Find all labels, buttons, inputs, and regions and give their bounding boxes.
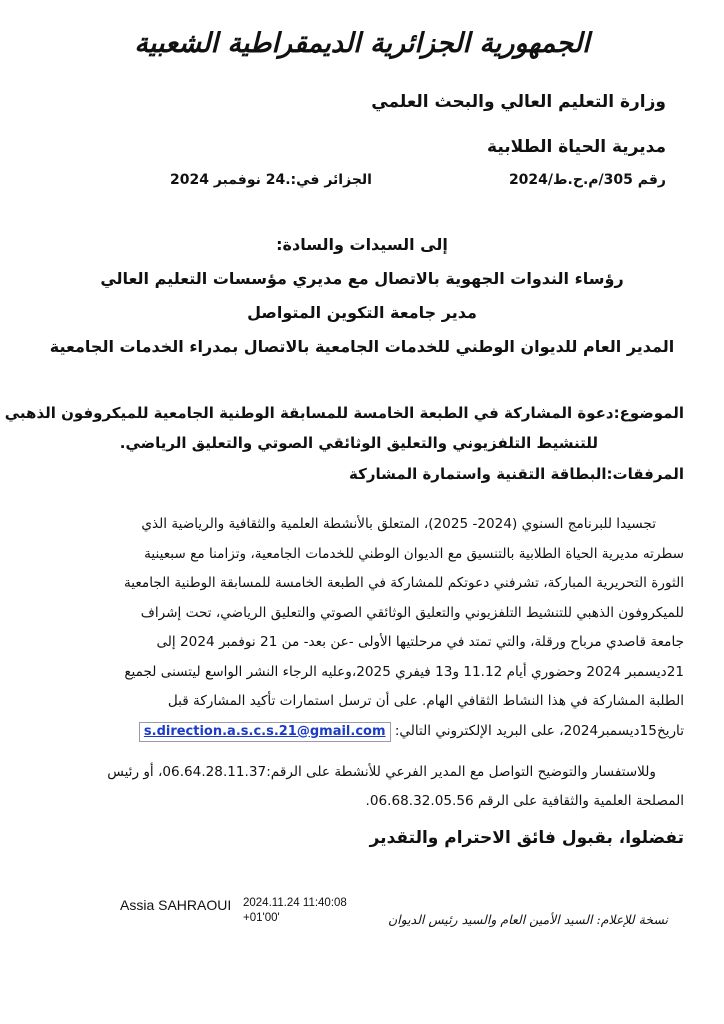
cc-line: نسخة للإعلام: السيد الأمين العام والسيد رئيس الديوان: [387, 912, 668, 927]
body-paragraph: [56, 510, 684, 746]
ministry-name: وزارة التعليم العالي والبحث العلمي: [371, 92, 666, 112]
contact-line: وللاستفسار والتوضيح التواصل مع المدير الفرعي للأنشطة على الرقم:06.64.28.11.37، أو رئيس: [107, 764, 656, 780]
closing-salutation: تفضلوا، بقبول فائق الاحترام والتقدير: [369, 828, 684, 848]
subject-line: للتنشيط التلفزيوني والتعليق الوثائقي الصوتي والتعليق الرياضي.: [119, 434, 598, 452]
addressee-line: المدير العام للديوان الوطني للخدمات الجامعية بالاتصال بمدراء الخدمات الجامعية: [49, 337, 675, 356]
place-date: الجزائر في:.24 نوفمبر 2024: [170, 172, 372, 188]
addressee-line: مدير جامعة التكوين المتواصل: [247, 303, 477, 322]
attachments: المرفقات:البطاقة التقنية واستمارة المشاركة: [349, 465, 684, 483]
addressees-title: إلى السيدات والسادة:: [276, 235, 448, 254]
contact-line: المصلحة العلمية والثقافية على الرقم 06.68.32.05.56.: [365, 793, 684, 809]
body-line: الطلبة المشاركة في هذا النشاط الثقافي الهام. على أن ترسل استمارات تأكيد المشاركة قبل: [167, 693, 684, 709]
reference-row: [170, 172, 666, 194]
directorate-name: مديرية الحياة الطلابية: [487, 137, 666, 157]
body-line: سطرته مديرية الحياة الطلابية بالتنسيق مع الديوان الوطني للخدمات الجامعية، وتزامنا مع سبعينية: [144, 545, 684, 562]
body-line: للميكروفون الذهبي للتنشيط التلفزيوني والتعليق الوثائقي الصوتي والتعليق الرياضي، تحت إشراف: [140, 604, 684, 621]
email-link[interactable]: s.direction.a.s.c.s.21@gmail.com: [139, 722, 391, 742]
body-line: الثورة التحريرية المباركة، تشرفني دعوتكم للمشاركة في الطبعة الخامسة للمسابقة الوطنية الجامعية: [123, 575, 684, 591]
contact-paragraph: [44, 758, 684, 816]
reference-number: رقم 305/م.ح.ط/2024: [508, 172, 666, 188]
subject-block: [4, 398, 684, 458]
republic-heading: الجمهورية الجزائرية الديمقراطية الشعبية: [134, 28, 590, 59]
body-line-email: [56, 717, 684, 747]
signature-name: Assia SAHRAOUI: [120, 897, 232, 913]
email-prefix: تاريخ15ديسمبر2024، على البريد الإلكتروني التالي:: [394, 722, 684, 739]
addressee-line: رؤساء الندوات الجهوية بالاتصال مع مديري مؤسسات التعليم العالي: [100, 269, 624, 288]
body-line: جامعة قاصدي مرباح ورقلة، والتي تمتد في مرحلتيها الأولى -عن بعد- من 21 نوفمبر 2024 إلى: [156, 634, 684, 650]
body-line: 21ديسمبر 2024 وحضوري أيام 11.12 و13 فيفري 2025،وعليه الرجاء النشر الواسع ليتسنى لجميع: [124, 663, 684, 680]
signature-timezone: +01'00': [243, 912, 280, 924]
signature-stamp: [243, 896, 347, 926]
signature-timestamp: 2024.11.24 11:40:08: [243, 897, 347, 909]
addressees-block: [0, 228, 724, 364]
subject-line: الموضوع:دعوة المشاركة في الطبعة الخامسة للمسابقة الوطنية الجامعية للميكروفون الذهبي: [4, 404, 684, 422]
body-line: تجسيدا للبرنامج السنوي (2024- 2025)، المتعلق بالأنشطة العلمية والثقافية والرياضية الذي: [141, 516, 656, 532]
